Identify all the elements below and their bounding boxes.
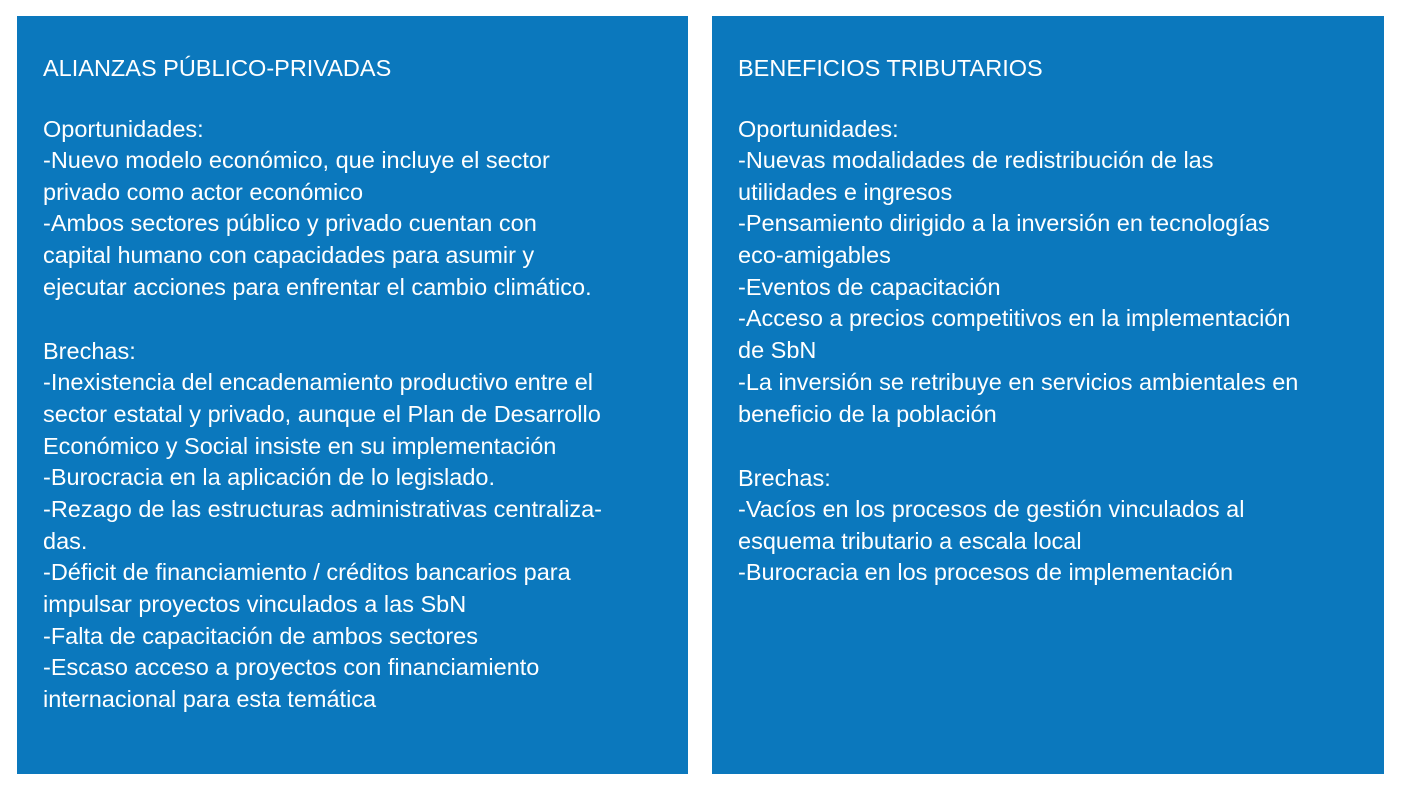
list-item: utilidades e ingresos — [738, 178, 953, 205]
list-item: -Burocracia en la aplicación de lo legislado. — [43, 464, 495, 491]
list-item: internacional para esta temática — [43, 686, 377, 712]
list-item: das. — [43, 527, 88, 554]
opportunities-list — [738, 145, 1384, 430]
public-private-alliances-panel — [17, 16, 688, 774]
gaps-heading: Brechas: — [43, 338, 136, 365]
list-item: -Burocracia en los procesos de implementación — [738, 559, 1234, 586]
list-item: Económico y Social insiste en su implementación — [43, 432, 557, 459]
list-item: -Pensamiento dirigido a la inversión en tecnologías — [738, 210, 1270, 237]
gaps-list — [43, 367, 688, 716]
list-item: capital humano con capacidades para asumir y — [43, 242, 535, 269]
panel-title: BENEFICIOS TRIBUTARIOS — [738, 55, 1043, 81]
list-item: impulsar proyectos vinculados a las SbN — [43, 590, 467, 617]
list-item: privado como actor económico — [43, 178, 364, 205]
list-item: esquema tributario a escala local — [738, 527, 1082, 554]
list-item: eco-amigables — [738, 242, 891, 269]
section-spacer — [43, 303, 688, 335]
list-item: -La inversión se retribuye en servicios ambientales en — [738, 368, 1299, 395]
tax-benefits-panel — [712, 16, 1384, 774]
list-item: -Ambos sectores público y privado cuentan con — [43, 210, 537, 237]
list-item: -Acceso a precios competitivos en la implementación — [738, 305, 1291, 332]
gaps-heading: Brechas: — [738, 464, 831, 491]
list-item: de SbN — [738, 337, 817, 364]
list-item: -Nuevo modelo económico, que incluye el sector — [43, 147, 550, 173]
list-item: beneficio de la población — [738, 400, 997, 427]
list-item: -Escaso acceso a proyectos con financiamiento — [43, 654, 540, 681]
opportunities-heading: Oportunidades: — [738, 116, 899, 142]
list-item: -Vacíos en los procesos de gestión vinculados al — [738, 495, 1245, 522]
list-item: ejecutar acciones para enfrentar el cambio climático. — [43, 273, 592, 300]
list-item: -Nuevas modalidades de redistribución de las — [738, 147, 1214, 173]
list-item: sector estatal y privado, aunque el Plan de Desarrollo — [43, 400, 601, 427]
opportunities-list — [43, 145, 688, 303]
opportunities-heading: Oportunidades: — [43, 116, 204, 142]
section-spacer — [738, 430, 1384, 462]
gaps-list — [738, 494, 1384, 589]
list-item: -Falta de capacitación de ambos sectores — [43, 622, 478, 649]
list-item: -Rezago de las estructuras administrativas centraliza- — [43, 495, 603, 522]
list-item: -Eventos de capacitación — [738, 273, 1001, 300]
panel-title: ALIANZAS PÚBLICO-PRIVADAS — [43, 55, 392, 81]
list-item: -Inexistencia del encadenamiento productivo entre el — [43, 369, 593, 396]
list-item: -Déficit de financiamiento / créditos bancarios para — [43, 559, 571, 586]
